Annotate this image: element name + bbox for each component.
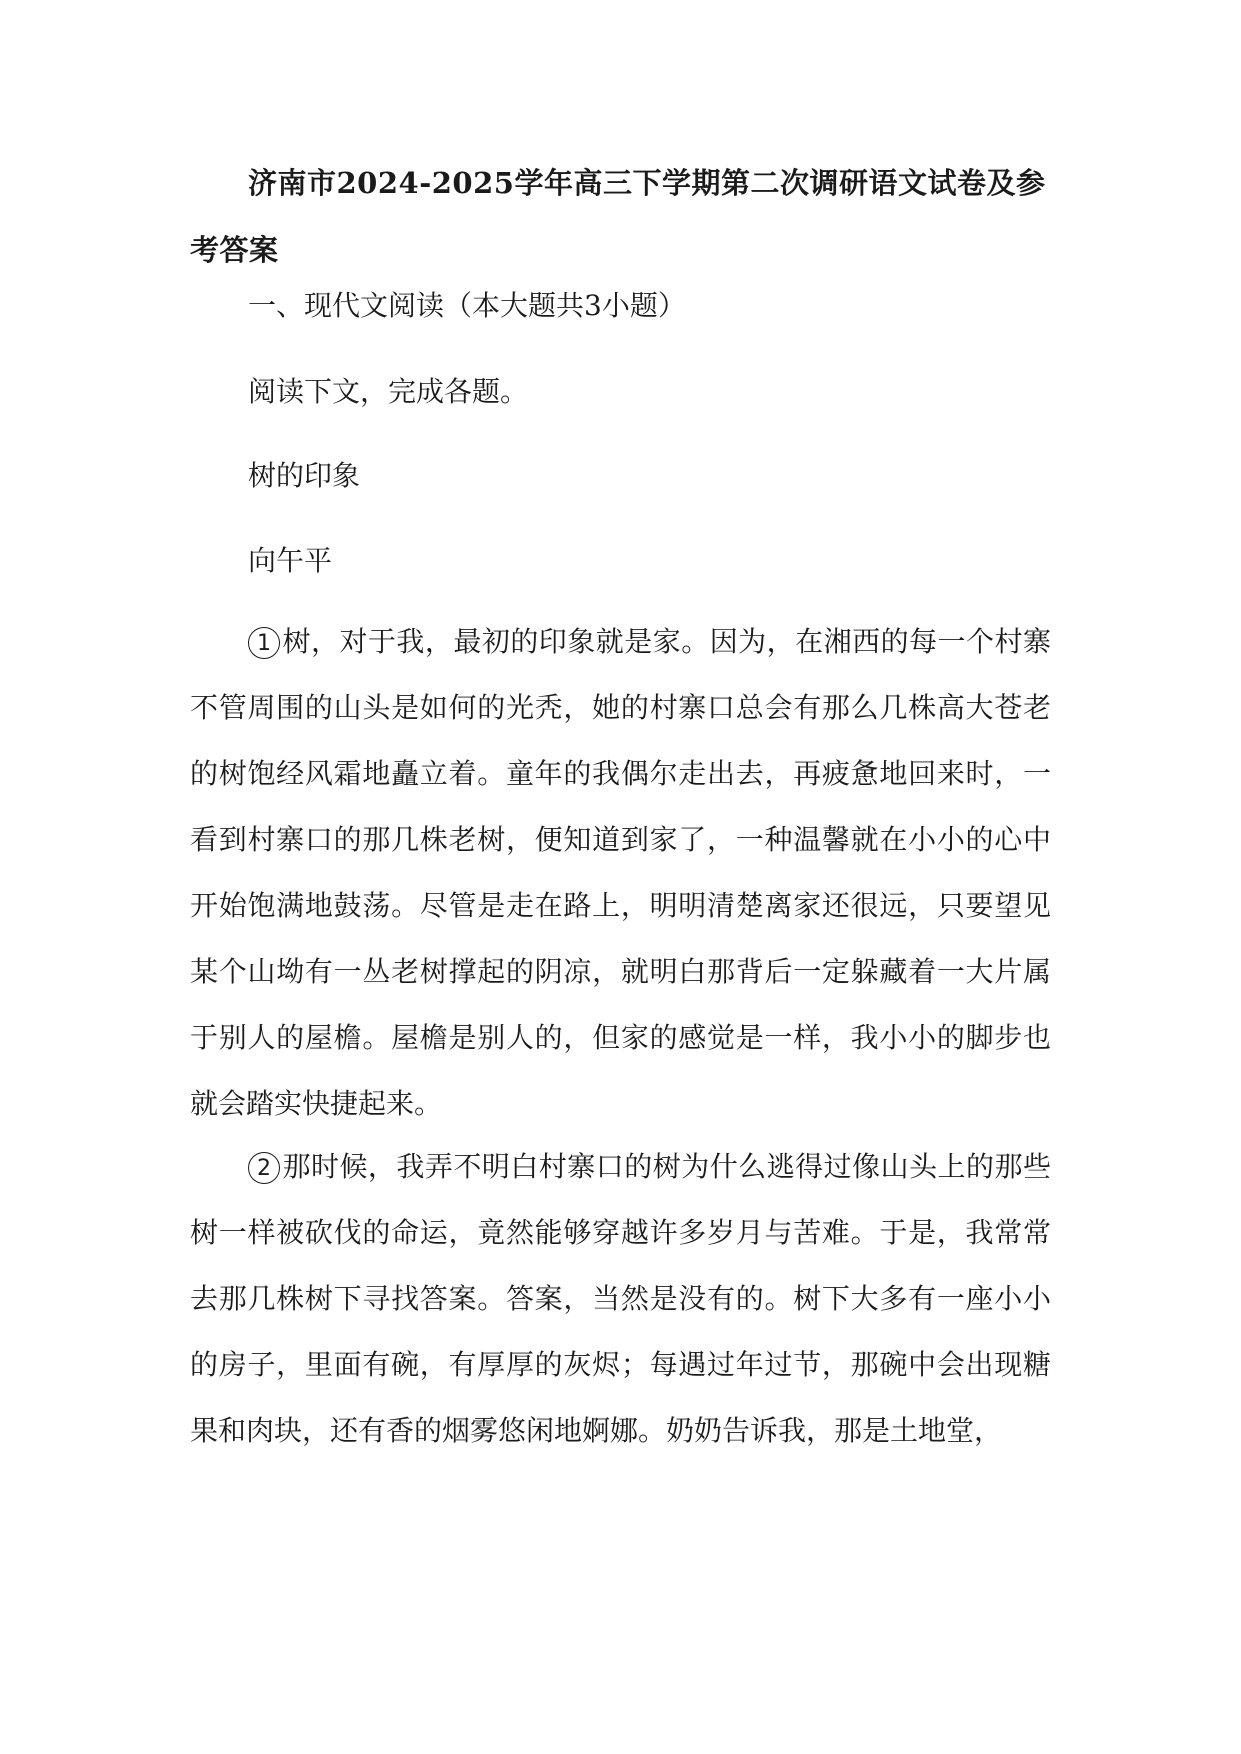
paragraph-number-1: 1 [248,627,280,659]
paragraph-number-2: 2 [248,1152,280,1184]
paragraph-1 [190,609,1051,1137]
section-heading: 一、现代文阅读（本大题共3小题） [248,289,686,322]
document-title: 济南市2024-2025学年高三下学期第二次调研语文试卷及参考答案 [190,166,1046,267]
paragraph-2-text: 那时候，我弄不明白村寨口的树为什么逃得过像山头上的那些树一样被砍伐的命运，竟然能够穿越许多岁月与苦难。于是，我常常去那几株树下寻找答案。答案，当然是没有的。树下大多有一座小小的房子，里面有碗，有厚厚的灰烬；每遇过年过节，那碗中会出现糖果和肉块，还有香的烟雾悠闲地婀娜。奶奶告诉我，那是土地堂， [190,1150,1051,1447]
paragraph-1-text: 树，对于我，最初的印象就是家。因为，在湘西的每一个村寨不管周围的山头是如何的光秃，她的村寨口总会有那么几株高大苍老的树饱经风霜地矗立着。童年的我偶尔走出去，再疲惫地回来时，一看到村寨口的那几株老树，便知道到家了，一种温馨就在小小的心中开始饱满地鼓荡。尽管是走在路上，明明清楚离家还很远，只要望见某个山坳有一丛老树撑起的阴凉，就明白那背后一定躲藏着一大片属于别人的屋檐。屋檐是别人的，但家的感觉是一样，我小小的脚步也就会踏实快捷起来。 [190,625,1051,1120]
article-author: 向午平 [248,544,333,577]
paragraph-2 [190,1134,1051,1464]
reading-instruction: 阅读下文，完成各题。 [248,375,529,408]
article-title: 树的印象 [248,459,361,492]
